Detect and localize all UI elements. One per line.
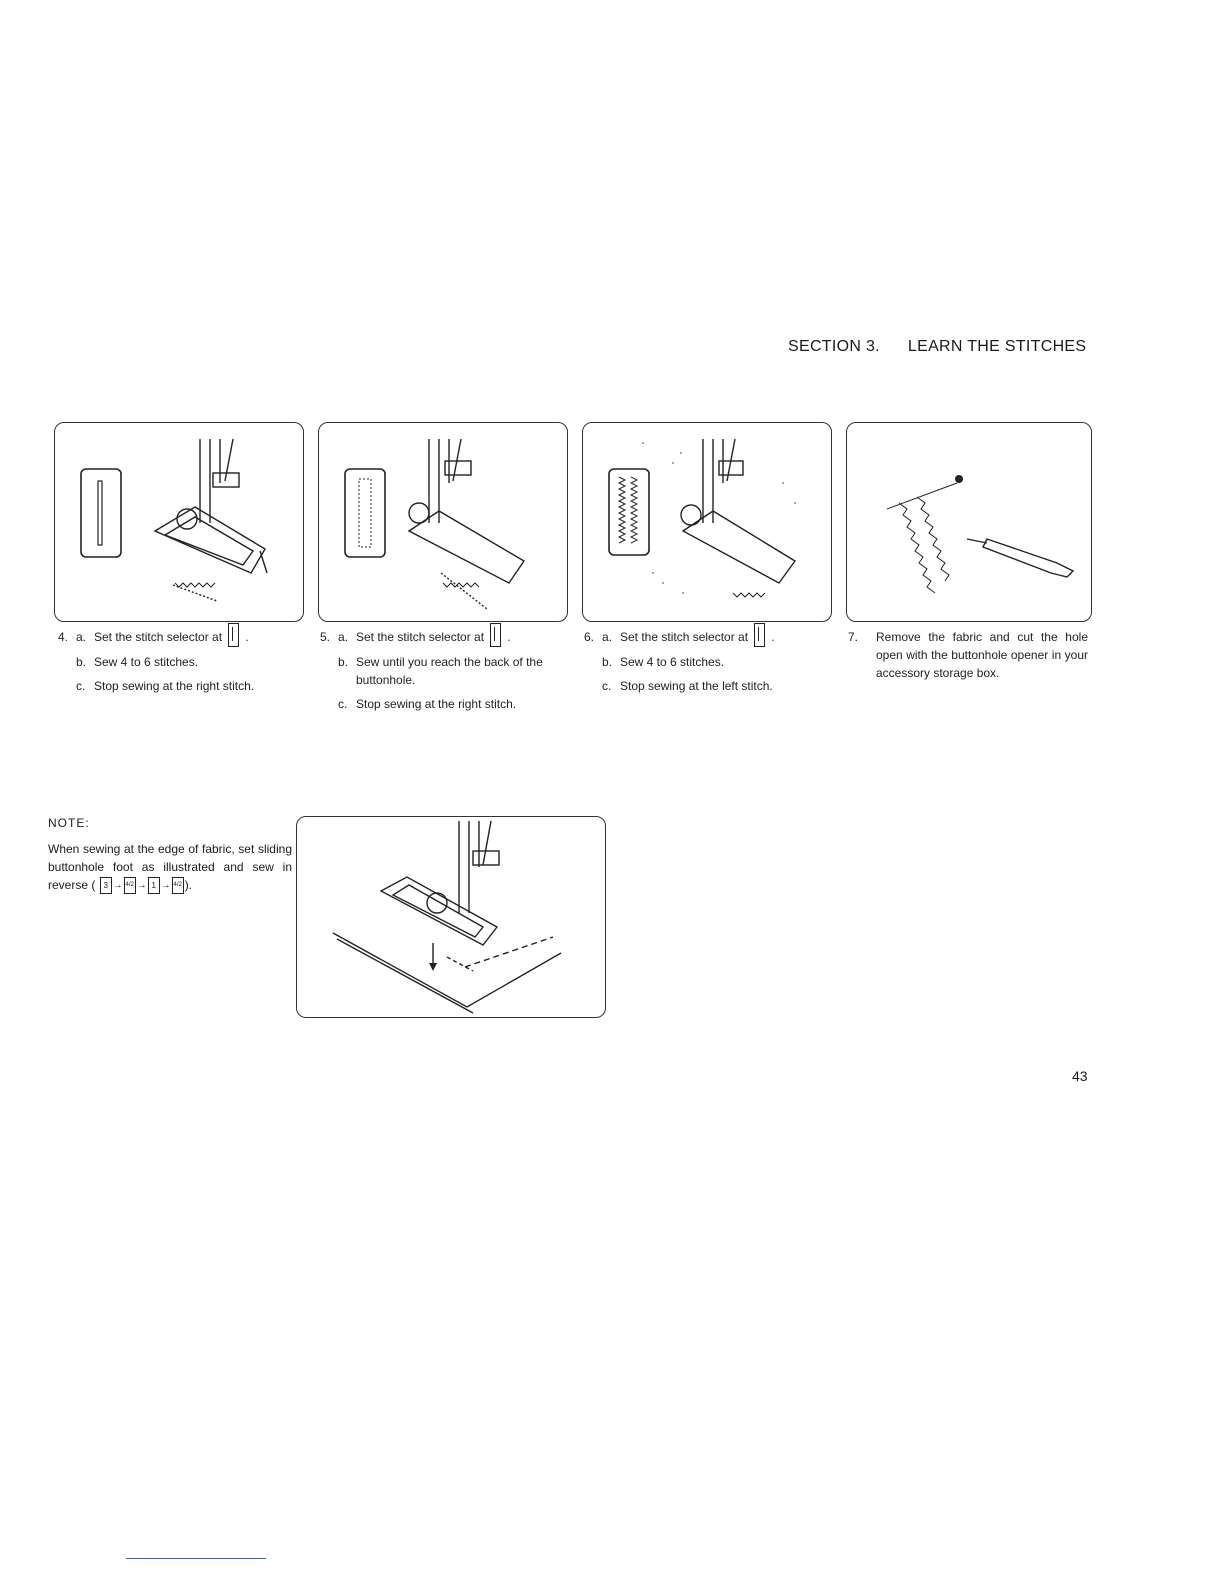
page-number: 43 xyxy=(1072,1068,1088,1084)
item-text: Sew until you reach the back of the buttonhole. xyxy=(356,654,543,687)
item-letter: c. xyxy=(76,678,86,693)
stitch-sequence: 3 → 4/2 → 1 → 4/2 ). xyxy=(99,878,192,892)
stitch-selector-icon xyxy=(228,623,239,647)
item-letter: c. xyxy=(602,678,612,693)
step-number: 6. xyxy=(584,630,595,644)
note-close: ). xyxy=(184,878,193,892)
item-letter: c. xyxy=(338,696,348,711)
item-letter: b. xyxy=(338,654,349,669)
item-text: Sew 4 to 6 stitches. xyxy=(620,654,725,669)
item-text: Stop sewing at the left stitch. xyxy=(620,678,773,693)
item-letter: b. xyxy=(76,654,87,669)
stitch-selector-icon: 4/2 xyxy=(172,877,184,894)
stitch-selector-icon xyxy=(754,623,765,647)
fabric-edge-illustration xyxy=(297,817,605,1017)
section-label: SECTION 3. xyxy=(788,338,880,355)
illustration-panel-note xyxy=(296,816,606,1018)
note-title: NOTE: xyxy=(48,816,90,830)
seam-ripper-illustration xyxy=(847,423,1091,621)
step-number: 5. xyxy=(320,630,331,644)
stitch-selector-icon: 3 xyxy=(100,877,112,894)
stitch-selector-icon xyxy=(490,623,501,647)
footer-divider xyxy=(126,1558,266,1559)
section-header xyxy=(788,338,1086,356)
item-letter: a. xyxy=(602,630,613,644)
illustration-panel-step-5 xyxy=(318,422,568,622)
note-text: When sewing at the edge of fabric, set sliding buttonhole foot as illustrated and sew in reverse ( xyxy=(48,842,292,892)
stitch-selector-icon: 1 xyxy=(148,877,160,894)
step-4-instructions xyxy=(58,628,298,695)
illustration-panel-step-4 xyxy=(54,422,304,622)
illustration-panel-step-6 xyxy=(582,422,832,622)
item-text: Stop sewing at the right stitch. xyxy=(356,696,517,711)
note-body xyxy=(48,840,292,895)
step-5-instructions xyxy=(320,628,564,713)
item-text: Set the stitch selector at . xyxy=(356,628,564,647)
item-text: Set the stitch selector at . xyxy=(620,628,828,647)
stitch-selector-icon: 4/2 xyxy=(124,877,136,894)
item-text: Sew 4 to 6 stitches. xyxy=(94,654,199,669)
step-7-instructions xyxy=(848,628,1088,682)
step-6-instructions xyxy=(584,628,828,695)
item-letter: a. xyxy=(338,630,349,644)
step-number: 4. xyxy=(58,630,69,644)
item-letter: b. xyxy=(602,654,613,669)
item-letter: a. xyxy=(76,630,87,644)
item-text: Stop sewing at the right stitch. xyxy=(94,678,255,693)
illustration-panel-step-7 xyxy=(846,422,1092,622)
buttonhole-foot-illustration xyxy=(319,423,567,621)
buttonhole-foot-illustration xyxy=(55,423,303,621)
step-number: 7. xyxy=(848,630,859,644)
step-text: Remove the fabric and cut the hole open with the buttonhole opener in your accessory storage box. xyxy=(876,630,1088,680)
section-title: LEARN THE STITCHES xyxy=(907,338,1087,355)
item-text: Set the stitch selector at . xyxy=(94,628,298,647)
buttonhole-foot-illustration xyxy=(583,423,831,621)
